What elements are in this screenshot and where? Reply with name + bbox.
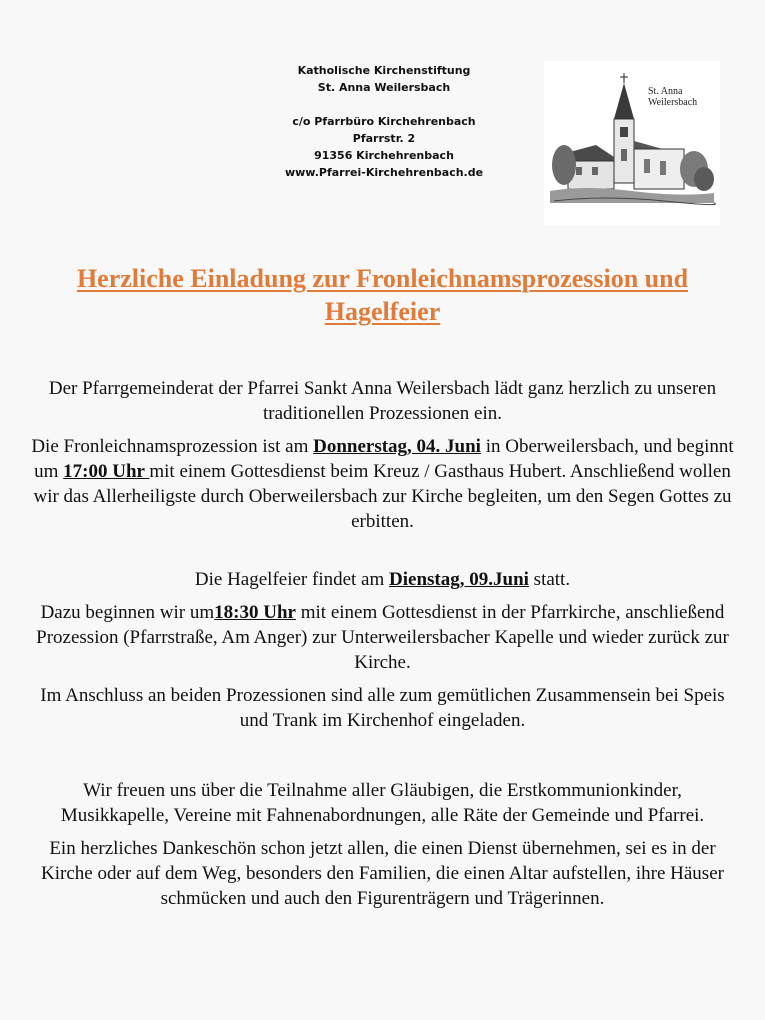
logo-caption-2: Weilersbach [648, 97, 698, 108]
fronleichnam-time: 17:00 Uhr [63, 461, 150, 482]
parish-name: St. Anna Weilersbach [317, 81, 451, 94]
text-segment: Dazu beginnen wir um [40, 602, 215, 623]
text-segment: in Oberweilersbach, und beginnt um [34, 436, 734, 482]
website-link: www.Pfarrei-Kirchehrenbach.de [284, 166, 484, 179]
paragraph-thanks: Ein herzliches Dankeschön schon jetzt allen, die einen Dienst übernehmen, sei es in der Kirche oder auf dem Weg, besonders den Familien, die einen Altar aufstellen, ihre Häuser schmücken und auch den Figurenträgern und Trägerinnen. [41, 838, 724, 909]
church-sketch-icon [544, 61, 720, 226]
address-co: c/o Pfarrbüro Kirchehrenbach [292, 115, 476, 128]
paragraph-gathering: Im Anschluss an beiden Prozessionen sind alle zum gemütlichen Zusammensein bei Speis und Trank im Kirchenhof eingeladen. [40, 685, 725, 731]
hagelfeier-time: 18:30 Uhr [214, 602, 296, 623]
paragraph-invitation: Der Pfarrgemeinderat der Pfarrei Sankt Anna Weilersbach lädt ganz herzlich zu unseren traditionellen Prozessionen ein. [48, 378, 717, 424]
text-segment: Die Fronleichnamsprozession ist am [31, 436, 314, 457]
hagelfeier-date: Dienstag, 09.Juni [389, 569, 529, 590]
paragraph-hagelfeier-details [30, 600, 735, 675]
text-segment: mit einem Gottesdienst in der Pfarrkirche, anschließend Prozession (Pfarrstraße, Am Anger) zur Unterweilersbacher Kapelle und wieder zurück zur Kirche. [36, 602, 729, 673]
organization-name: Katholische Kirchenstiftung [297, 64, 471, 77]
address-street: Pfarrstr. 2 [352, 132, 416, 145]
church-drawing-logo [544, 61, 720, 226]
text-segment: statt. [528, 569, 571, 590]
fronleichnam-date: Donnerstag, 04. Juni [313, 436, 481, 457]
letter-body [30, 376, 735, 911]
address-city: 91356 Kirchehrenbach [314, 149, 454, 162]
logo-caption-1: St. Anna [648, 86, 683, 97]
text-segment: mit einem Gottesdienst beim Kreuz / Gasthaus Hubert. Anschließend wollen wir das Allerheiligste durch Oberweilersbach zur Kirche begleiten, um den Segen Gottes zu erbitten. [33, 461, 732, 532]
paragraph-hagelfeier-date [30, 567, 735, 592]
letterhead [240, 62, 528, 181]
text-segment: Die Hagelfeier findet am [194, 569, 390, 590]
spacer [240, 96, 528, 113]
paragraph-fronleichnam [30, 434, 735, 534]
paragraph-participants: Wir freuen uns über die Teilnahme aller Gläubigen, die Erstkommunionkinder, Musikkapelle, Vereine mit Fahnenabordnungen, alle Räte der Gemeinde und Pfarrei. [60, 780, 705, 826]
page-title: Herzliche Einladung zur Fronleichnamsprozession und Hagelfeier [76, 264, 689, 326]
